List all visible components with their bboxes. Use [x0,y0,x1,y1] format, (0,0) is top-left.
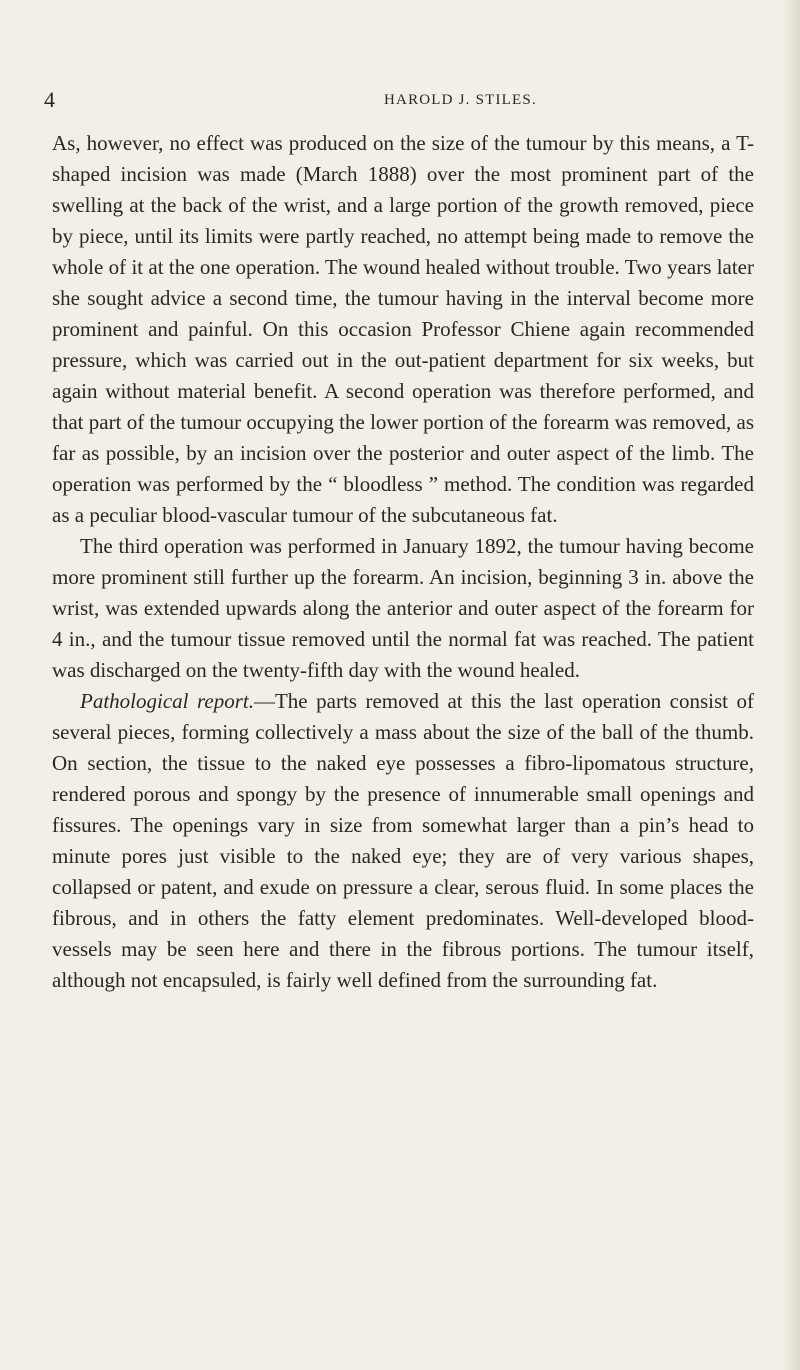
paragraph-3 [52,686,754,996]
paragraph-2: The third operation was performed in January 1892, the tumour having become more prominent still further up the forearm. An incision, beginning 3 in. above the wrist, was extended upwards along the anterior and outer aspect of the forearm for 4 in., and the tumour tissue removed until the normal fat was reached. The patient was discharged on the twenty-fifth day with the wound healed. [52,534,754,682]
page-header [44,88,744,112]
body-text [52,128,754,996]
paragraph-3-text: —The parts removed at this the last operation consist of several pieces, forming collectively a mass about the size of the ball of the thumb. On section, the tissue to the naked eye possesses a fibro-lipomatous structure, rendered porous and spongy by the presence of innumerable small openings and fissures. The openings vary in size from somewhat larger than a pin’s head to minute pores just visible to the naked eye; they are of very various shapes, collapsed or patent, and exude on pressure a clear, serous fluid. In some places the fibrous, and in others the fatty element predominates. Well-developed blood-vessels may be seen here and there in the fibrous portions. The tumour itself, although not encapsuled, is fairly well defined from the surrounding fat. [52,689,754,992]
page-edge-shadow [782,0,800,1370]
running-head: HAROLD J. STILES. [384,92,537,108]
pathological-report-heading: Pathological report. [80,689,254,713]
page-number: 4 [44,87,56,112]
paragraph-1: As, however, no effect was produced on the size of the tumour by this means, a T-shaped incision was made (March 1888) over the most prominent part of the swelling at the back of the wrist, and a large portion of the growth removed, piece by piece, until its limits were partly reached, no attempt being made to remove the whole of it at the one operation. The wound healed without trouble. Two years later she sought advice a second time, the tumour having in the interval become more prominent and painful. On this occasion Professor Chiene again recommended pressure, which was carried out in the out-patient department for six weeks, but again without material benefit. A second operation was therefore performed, and that part of the tumour occupying the lower portion of the forearm was removed, as far as possible, by an incision over the posterior and outer aspect of the limb. The operation was performed by the “ bloodless ” method. The condition was regarded as a peculiar blood-vascular tumour of the subcutaneous fat. [52,131,754,527]
